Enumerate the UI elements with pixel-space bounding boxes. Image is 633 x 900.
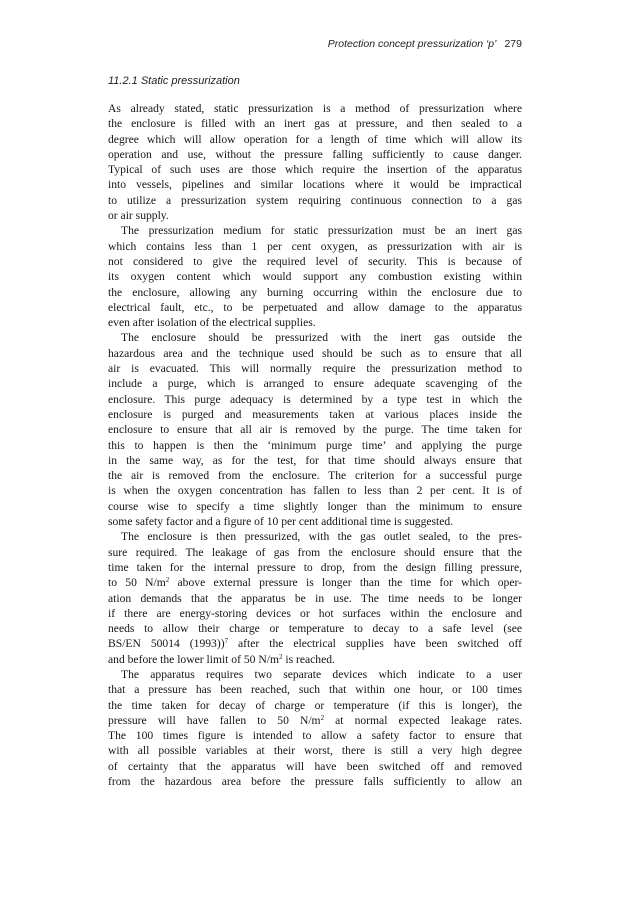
text-segment: to utilize a pressurization system requiring continuous connection to a gas <box>108 193 522 207</box>
text-segment: in the same way, as for the test, for that time should always ensure that <box>108 453 522 467</box>
text-segment: The enclosure should be pressurized with the inert gas outside the <box>121 331 522 345</box>
superscript: 7 <box>224 637 229 646</box>
text-segment: that a pressure has been reached, such that within one hour, or 100 times <box>108 683 522 697</box>
text-line <box>108 529 522 544</box>
text-line <box>108 361 522 376</box>
text-segment: above external pressure is longer than the time for which oper- <box>169 576 522 590</box>
text-line <box>108 636 522 651</box>
text-segment: if there are energy-storing devices or hot surfaces within the enclosure and <box>108 606 522 620</box>
text-segment: enclosure is purged and measurements taken at various places inside the <box>108 407 522 421</box>
text-segment: the time taken for decay of charge or temperature (if this is longer), the <box>108 698 522 712</box>
text-line <box>108 759 522 774</box>
section-heading: 11.2.1 Static pressurization <box>108 75 240 87</box>
text-segment: of certainty that the apparatus will have been switched off and removed <box>108 759 522 773</box>
text-segment: pressure will have fallen to 50 N/m <box>108 713 321 727</box>
text-segment: degree which will allow operation for a length of time which will allow its <box>108 132 522 146</box>
text-line <box>108 285 522 300</box>
text-segment: enclosure to ensure that all air is removed by the purge. The time taken for <box>108 423 522 437</box>
text-segment: from the hazardous area before the pressure falls sufficiently to allow an <box>108 775 522 789</box>
text-segment: enclosure. This purge adequacy is determined by a type test in which the <box>108 392 522 406</box>
text-line <box>108 728 522 743</box>
text-segment: the enclosure is filled with an inert gas at pressure, and then sealed to a <box>108 117 522 131</box>
superscript: 2 <box>278 652 283 661</box>
text-segment: course wise to specify a time slightly longer than the minimum to ensure <box>108 499 522 513</box>
text-segment: air is evacuated. This will normally require the pressurization method to <box>108 362 522 376</box>
text-segment: which contains less than 1 per cent oxygen, as pressurization with air is <box>108 239 522 253</box>
text-line <box>108 591 522 606</box>
text-line <box>108 376 522 391</box>
text-segment: the enclosure, allowing any burning occurring within the enclosure due to <box>108 285 522 299</box>
text-line <box>108 101 522 116</box>
text-line <box>108 621 522 636</box>
superscript: 2 <box>165 576 170 585</box>
text-line <box>108 774 522 789</box>
text-segment: time taken for the internal pressure to drop, from the design filling pressure, <box>108 560 522 574</box>
text-line <box>108 147 522 162</box>
text-line <box>108 606 522 621</box>
text-segment: and before the lower limit of 50 N/m <box>108 652 279 666</box>
text-segment: its oxygen content which would support any combustion existing within <box>108 270 522 284</box>
text-line <box>108 713 522 728</box>
text-line <box>108 223 522 238</box>
text-line <box>108 438 522 453</box>
text-segment: even after isolation of the electrical supplies. <box>108 316 316 330</box>
text-line <box>108 743 522 758</box>
text-segment: BS/EN 50014 (1993)) <box>108 637 225 651</box>
text-segment: The enclosure is then pressurized, with the gas outlet sealed, to the pres- <box>121 530 522 544</box>
text-line <box>108 468 522 483</box>
text-segment: The 100 times figure is intended to allow a safety factor to ensure that <box>108 729 522 743</box>
text-line <box>108 499 522 514</box>
text-line <box>108 132 522 147</box>
text-line <box>108 269 522 284</box>
text-line <box>108 346 522 361</box>
text-segment: is reached. <box>282 652 335 666</box>
text-line <box>108 330 522 345</box>
text-segment: ation demands that the apparatus be in use. The time needs to be longer <box>108 591 522 605</box>
running-title: Protection concept pressurization ‘p’ <box>327 38 497 50</box>
text-line <box>108 116 522 131</box>
text-line <box>108 254 522 269</box>
text-line <box>108 698 522 713</box>
text-segment: the air is removed from the enclosure. The criterion for a successful purge <box>108 469 522 483</box>
text-line <box>108 392 522 407</box>
text-line <box>108 193 522 208</box>
text-segment: include a purge, which is arranged to ensure adequate scavenging of the <box>108 377 522 391</box>
text-line <box>108 422 522 437</box>
text-segment: or air supply. <box>108 209 169 223</box>
text-line <box>108 208 522 223</box>
text-segment: after the electrical supplies have been switched off <box>228 637 522 651</box>
text-segment: not considered to give the required level of security. This is because of <box>108 254 522 268</box>
text-line <box>108 453 522 468</box>
running-header <box>108 38 522 50</box>
text-segment: electrical fault, etc., to be perpetuated and allow damage to the apparatus <box>108 300 522 314</box>
text-line <box>108 407 522 422</box>
text-segment: As already stated, static pressurization is a method of pressurization where <box>108 102 522 115</box>
page-number: 279 <box>504 38 522 50</box>
text-segment: The pressurization medium for static pressurization must be an inert gas <box>121 224 522 238</box>
text-line <box>108 652 522 667</box>
text-line <box>108 177 522 192</box>
text-line <box>108 667 522 682</box>
text-line <box>108 545 522 560</box>
text-line <box>108 682 522 697</box>
text-segment: at normal expected leakage rates. <box>324 713 522 727</box>
text-line <box>108 514 522 529</box>
text-segment: The apparatus requires two separate devices which indicate to a user <box>121 667 522 681</box>
text-line <box>108 315 522 330</box>
text-segment: operation and use, without the pressure falling sufficiently to cause danger. <box>108 147 522 161</box>
text-line <box>108 300 522 315</box>
text-segment: is when the oxygen concentration has fallen to less than 2 per cent. It is of <box>108 484 522 498</box>
text-line <box>108 162 522 177</box>
text-segment: into vessels, pipelines and similar locations where it would be impractical <box>108 178 522 192</box>
text-segment: to 50 N/m <box>108 576 166 590</box>
text-segment: Typical of such uses are those which require the insertion of the apparatus <box>108 163 522 177</box>
body-text <box>108 101 522 789</box>
text-line <box>108 575 522 590</box>
text-line <box>108 560 522 575</box>
text-segment: needs to allow their charge or temperature to decay to a safe level (see <box>108 622 522 636</box>
text-segment: some safety factor and a figure of 10 per cent additional time is suggested. <box>108 515 454 529</box>
text-line <box>108 483 522 498</box>
text-segment: this to happen is then the ‘minimum purge time’ and applying the purge <box>108 438 522 452</box>
text-line <box>108 239 522 254</box>
superscript: 2 <box>320 713 325 722</box>
text-segment: with all possible variables at their worst, there is still a very high degree <box>108 744 522 758</box>
text-segment: hazardous area and the technique used should be such as to ensure that all <box>108 346 522 360</box>
text-segment: sure required. The leakage of gas from the enclosure should ensure that the <box>108 545 522 559</box>
